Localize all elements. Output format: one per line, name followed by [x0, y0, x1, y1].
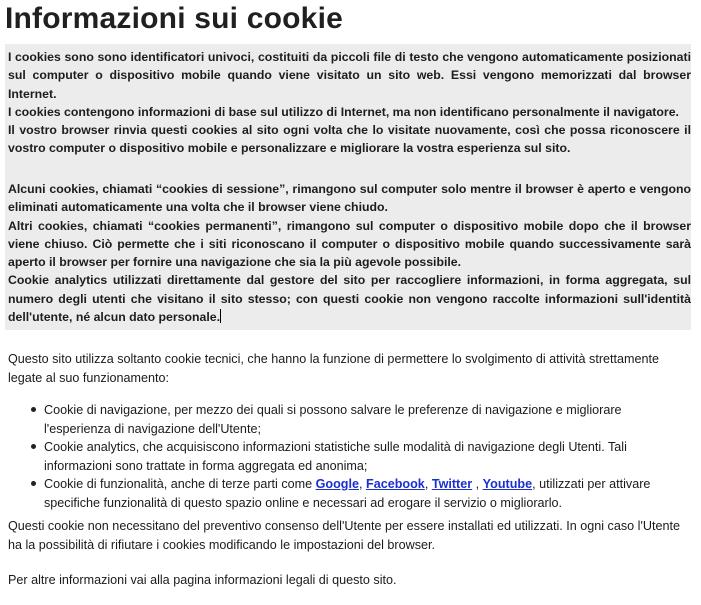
list-item-functionality-prefix: Cookie di funzionalità, anche di terze parti come	[44, 477, 316, 491]
intro-paragraph: Questo sito utilizza soltanto cookie tecnici, che hanno la funzione di permettere lo svolgimento di attività strettamente legate al suo funzionamento:	[8, 352, 660, 385]
list-item-analytics: Cookie analytics, che acquisiscono informazioni statistiche sulle modalità di navigazione degli Utenti. Tali informazioni sono trattate in forma aggregata ed anonima;	[44, 440, 627, 473]
separator: ,	[424, 477, 432, 491]
separator: ,	[359, 477, 367, 491]
twitter-link[interactable]: Twitter	[431, 477, 473, 491]
cookie-list	[44, 401, 689, 512]
permanent-cookies-text: Altri cookies, chiamati “cookies permanenti”, rimangono sul computer o dispositivo mobile dopo che il browser viene chiuso. Ciò permette che i siti riconoscano il computer o dispositivo mobile quando successivamente sarà aperto il browser per fornire una navigazione che sia la più agevole possibile.	[8, 218, 691, 270]
bullet-icon	[31, 481, 36, 486]
list-item-functionality-suffix: , utilizzati per attivare specifiche funzionalità di questo spazio online e necessari ad erogare il servizio o migliorarlo.	[44, 477, 651, 510]
page-title: Informazioni sui cookie	[5, 2, 343, 35]
cookie-types-paragraph[interactable]	[8, 180, 691, 326]
definition-line-2: I cookies contengono informazioni di base sul utilizzo di Internet, ma non identificano personalmente il navigatore.	[8, 104, 679, 119]
list-item	[44, 438, 689, 475]
list-item	[44, 401, 689, 438]
definition-line-1: I cookies sono sono identificatori univoci, costituiti da piccoli file di testo che vengono automaticamente posizionati sul computer o dispositivo mobile quando viene visitato un sito web. Essi vengono memorizzati dal browser Internet.	[8, 50, 691, 101]
consent-paragraph: Questi cookie non necessitano del preventivo consenso dell'Utente per essere installati ed utilizzati. In ogni caso l'Utente ha la possibilità di rifiutare i cookies modificando le impostazioni del browser.	[8, 519, 680, 552]
definition-line-3: Il vostro browser rinvia questi cookies al sito ogni volta che lo visitate nuovamente, così che possa riconoscere il vostro computer o dispositivo mobile e personalizzare e migliorare la vostra esperienza sul sito.	[8, 123, 691, 156]
list-item	[44, 475, 689, 512]
google-link[interactable]: Google	[315, 477, 360, 491]
facebook-link[interactable]: Facebook	[366, 477, 425, 491]
session-cookies-text: Alcuni cookies, chiamati “cookies di sessione”, rimangono sul computer solo mentre il browser è aperto e vengono eliminati automaticamente una volta che il browser viene chiudo.	[8, 182, 691, 215]
youtube-link[interactable]: Youtube	[482, 477, 533, 491]
more-info-paragraph: Per altre informazioni vai alla pagina informazioni legali di questo sito.	[8, 573, 397, 587]
text-cursor	[220, 309, 221, 323]
bullet-icon	[31, 444, 36, 449]
cookie-definition-paragraph[interactable]	[8, 48, 691, 158]
analytics-cookies-text: Cookie analytics utilizzati direttamente dal gestore del sito per raccogliere informazioni, in forma aggregata, sul numero degli utenti che visitano il sito stesso; con questi cookie non vengono raccolte informazioni sull'identità dell'utente, né alcun dato personale.	[8, 273, 691, 325]
list-item-navigation: Cookie di navigazione, per mezzo dei quali si possono salvare le preferenze di navigazione e migliorare l'esperienza di navigazione dell'Utente;	[44, 403, 622, 436]
separator: ,	[472, 477, 483, 491]
bullet-icon	[31, 407, 36, 412]
